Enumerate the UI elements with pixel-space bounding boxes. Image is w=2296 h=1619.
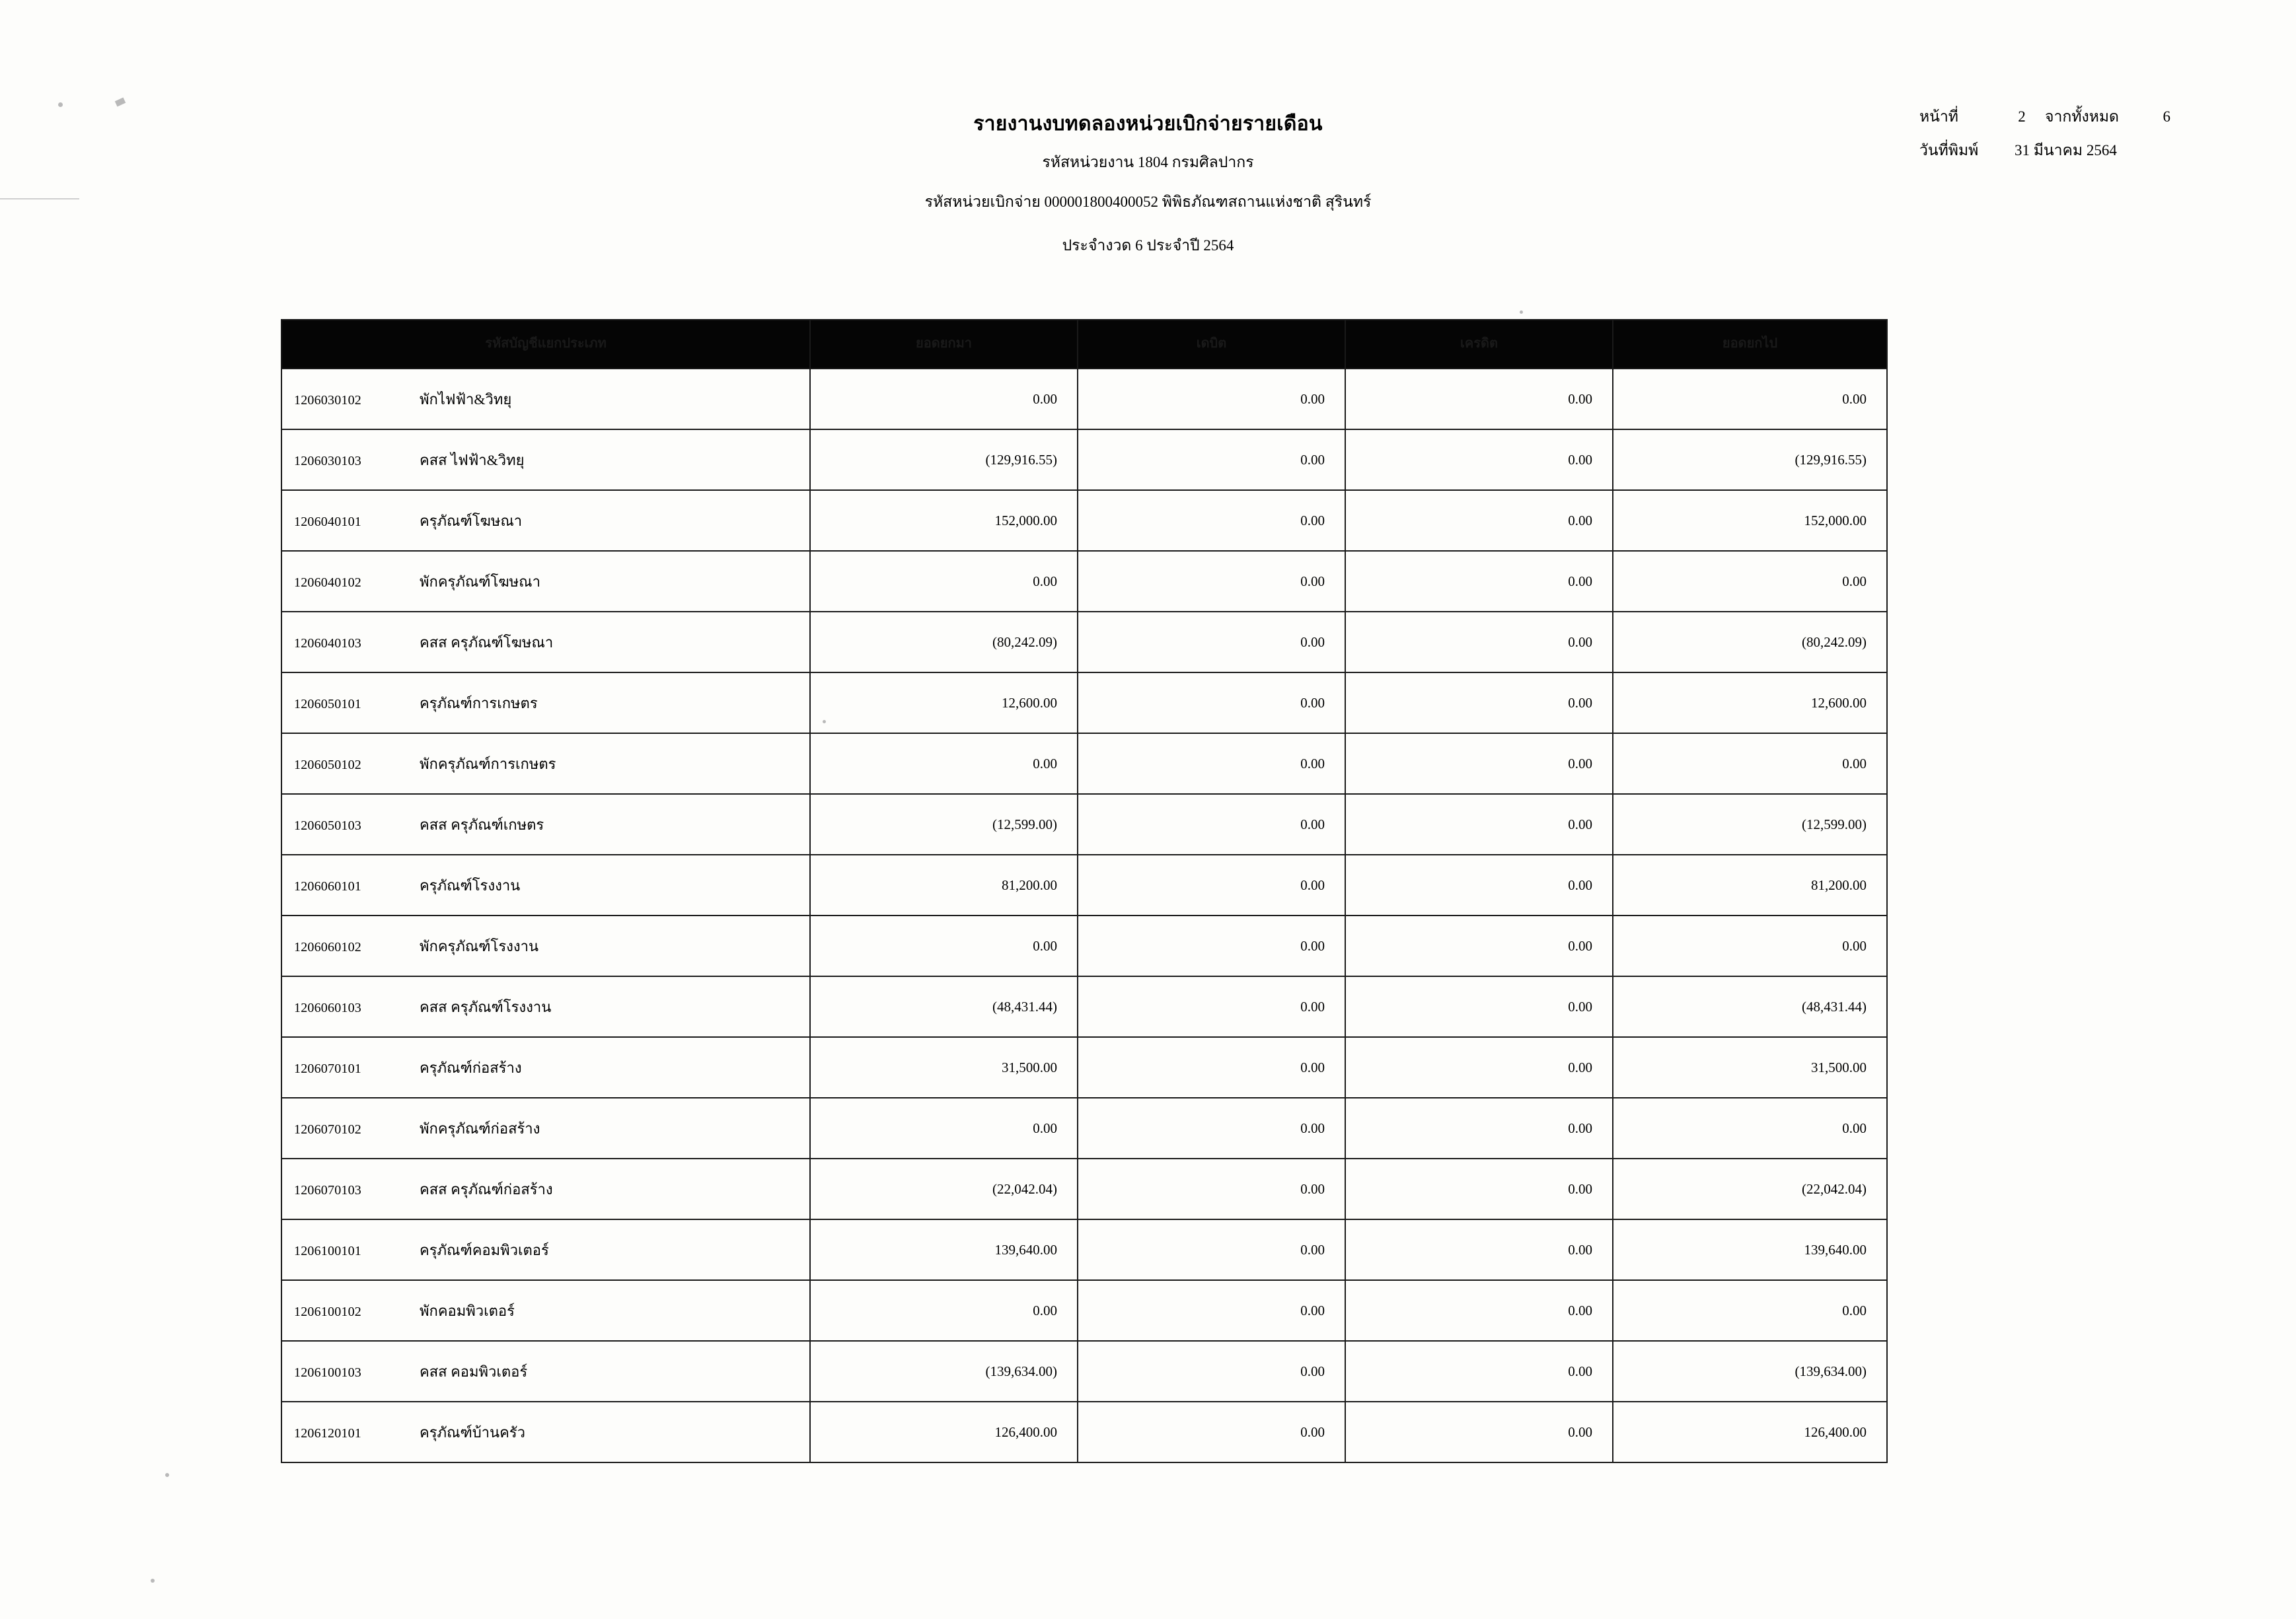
account-name: คสส ครุภัณฑ์โฆษณา: [420, 633, 554, 651]
cell-opening-balance: (12,599.00): [810, 794, 1078, 855]
print-date-row: [1919, 143, 2170, 158]
account-name: คสส ครุภัณฑ์โรงงาน: [420, 998, 552, 1015]
cell-account: [281, 916, 810, 976]
page-number-row: [1919, 109, 2170, 124]
table-row: [281, 369, 1887, 429]
cell-account: [281, 1402, 810, 1462]
cell-debit: 0.00: [1078, 672, 1345, 733]
cell-account: [281, 1098, 810, 1159]
cell-credit: 0.00: [1345, 1280, 1613, 1341]
cell-credit: 0.00: [1345, 612, 1613, 672]
cell-opening-balance: (80,242.09): [810, 612, 1078, 672]
cell-debit: 0.00: [1078, 916, 1345, 976]
column-header-debit: เดบิต: [1078, 320, 1345, 369]
cell-closing-balance: 0.00: [1613, 1098, 1887, 1159]
account-name: คสส ไฟฟ้า&วิทยุ: [420, 451, 525, 468]
table-row: [281, 1219, 1887, 1280]
print-date-value: 31 มีนาคม 2564: [2015, 142, 2117, 159]
table-row: [281, 1280, 1887, 1341]
cell-credit: 0.00: [1345, 1402, 1613, 1462]
cell-credit: 0.00: [1345, 1219, 1613, 1280]
cell-opening-balance: 126,400.00: [810, 1402, 1078, 1462]
account-code: 1206100102: [294, 1304, 361, 1319]
account-code: 1206050102: [294, 757, 361, 772]
cell-credit: 0.00: [1345, 1098, 1613, 1159]
report-table-container: [281, 319, 1886, 1463]
cell-debit: 0.00: [1078, 1402, 1345, 1462]
account-name: คสส ครุภัณฑ์ก่อสร้าง: [420, 1180, 553, 1198]
cell-closing-balance: (139,634.00): [1613, 1341, 1887, 1402]
account-code: 1206100101: [294, 1243, 361, 1258]
cell-debit: 0.00: [1078, 855, 1345, 916]
scan-artifact: [1520, 310, 1523, 314]
table-row: [281, 490, 1887, 551]
account-name: ครุภัณฑ์บ้านครัว: [420, 1423, 525, 1441]
account-name: พักครุภัณฑ์โฆษณา: [420, 573, 540, 590]
total-pages-value: 6: [2163, 108, 2170, 125]
account-name: พักครุภัณฑ์การเกษตร: [420, 755, 556, 772]
cell-debit: 0.00: [1078, 551, 1345, 612]
account-code: 1206040103: [294, 635, 361, 651]
cell-credit: 0.00: [1345, 916, 1613, 976]
print-date-label: วันที่พิมพ์: [1919, 142, 1979, 159]
table-row: [281, 429, 1887, 490]
cell-account: [281, 794, 810, 855]
table-row: [281, 855, 1887, 916]
page-label: หน้าที่: [1919, 108, 1958, 125]
cell-credit: 0.00: [1345, 369, 1613, 429]
table-row: [281, 612, 1887, 672]
cell-debit: 0.00: [1078, 1098, 1345, 1159]
table-row: [281, 976, 1887, 1037]
cell-debit: 0.00: [1078, 612, 1345, 672]
cell-closing-balance: 0.00: [1613, 1280, 1887, 1341]
cell-closing-balance: 152,000.00: [1613, 490, 1887, 551]
column-header-closing-balance: ยอดยกไป: [1613, 320, 1887, 369]
cell-debit: 0.00: [1078, 976, 1345, 1037]
cell-account: [281, 672, 810, 733]
account-name: พักไฟฟ้า&วิทยุ: [420, 390, 512, 408]
page-meta: [1919, 109, 2170, 176]
cell-opening-balance: 0.00: [810, 916, 1078, 976]
account-name: พักครุภัณฑ์โรงงาน: [420, 937, 539, 954]
account-code: 1206040102: [294, 575, 361, 590]
table-row: [281, 1159, 1887, 1219]
cell-opening-balance: 0.00: [810, 1280, 1078, 1341]
table-head: [281, 320, 1887, 369]
cell-debit: 0.00: [1078, 1219, 1345, 1280]
account-code: 1206060101: [294, 879, 361, 894]
cell-debit: 0.00: [1078, 1280, 1345, 1341]
cell-account: [281, 1341, 810, 1402]
cell-credit: 0.00: [1345, 672, 1613, 733]
scan-artifact: [115, 97, 126, 106]
scan-artifact: [165, 1473, 169, 1477]
column-header-credit: เครดิต: [1345, 320, 1613, 369]
cell-opening-balance: (48,431.44): [810, 976, 1078, 1037]
cell-account: [281, 369, 810, 429]
cell-debit: 0.00: [1078, 794, 1345, 855]
cell-account: [281, 429, 810, 490]
table-row: [281, 916, 1887, 976]
scan-artifact: [151, 1579, 155, 1583]
cell-debit: 0.00: [1078, 369, 1345, 429]
cell-account: [281, 551, 810, 612]
cell-credit: 0.00: [1345, 551, 1613, 612]
table-row: [281, 1402, 1887, 1462]
cell-credit: 0.00: [1345, 490, 1613, 551]
cell-debit: 0.00: [1078, 429, 1345, 490]
cell-closing-balance: 31,500.00: [1613, 1037, 1887, 1098]
cell-closing-balance: 0.00: [1613, 369, 1887, 429]
total-pages-label: จากทั้งหมด: [2045, 108, 2119, 125]
cell-account: [281, 490, 810, 551]
cell-account: [281, 612, 810, 672]
cell-closing-balance: 0.00: [1613, 916, 1887, 976]
account-name: คสส คอมพิวเตอร์: [420, 1363, 528, 1380]
account-code: 1206050101: [294, 696, 361, 711]
cell-opening-balance: (22,042.04): [810, 1159, 1078, 1219]
table-row: [281, 1098, 1887, 1159]
cell-opening-balance: 0.00: [810, 1098, 1078, 1159]
table-row: [281, 551, 1887, 612]
account-code: 1206050103: [294, 818, 361, 833]
cell-account: [281, 733, 810, 794]
cell-opening-balance: 0.00: [810, 369, 1078, 429]
cell-account: [281, 1159, 810, 1219]
cell-credit: 0.00: [1345, 733, 1613, 794]
table-body: [281, 369, 1887, 1462]
cell-opening-balance: 139,640.00: [810, 1219, 1078, 1280]
account-name: ครุภัณฑ์โรงงาน: [420, 877, 521, 894]
cell-closing-balance: 126,400.00: [1613, 1402, 1887, 1462]
cell-opening-balance: 152,000.00: [810, 490, 1078, 551]
account-code: 1206070101: [294, 1061, 361, 1076]
cell-account: [281, 976, 810, 1037]
account-code: 1206030102: [294, 392, 361, 408]
cell-credit: 0.00: [1345, 429, 1613, 490]
agency-code-line: รหัสหน่วยงาน 1804 กรมศิลปากร: [1042, 154, 1254, 170]
cell-opening-balance: 0.00: [810, 551, 1078, 612]
cell-opening-balance: 31,500.00: [810, 1037, 1078, 1098]
cell-account: [281, 1280, 810, 1341]
cell-debit: 0.00: [1078, 1159, 1345, 1219]
column-header-account: รหัสบัญชีแยกประเภท: [281, 320, 810, 369]
account-name: พักครุภัณฑ์ก่อสร้าง: [420, 1120, 540, 1137]
table-row: [281, 733, 1887, 794]
cell-closing-balance: 139,640.00: [1613, 1219, 1887, 1280]
cell-debit: 0.00: [1078, 1341, 1345, 1402]
column-header-opening-balance: ยอดยกมา: [810, 320, 1078, 369]
account-name: คสส ครุภัณฑ์เกษตร: [420, 816, 544, 833]
account-name: ครุภัณฑ์ก่อสร้าง: [420, 1059, 522, 1076]
account-code: 1206070103: [294, 1182, 361, 1198]
period-line: ประจำงวด 6 ประจำปี 2564: [1062, 237, 1234, 254]
table-row: [281, 794, 1887, 855]
disbursement-unit-line: รหัสหน่วยเบิกจ่าย 000001800400052 พิพิธภัณฑสถานแห่งชาติ สุรินทร์: [924, 194, 1372, 210]
cell-closing-balance: 0.00: [1613, 733, 1887, 794]
cell-closing-balance: 12,600.00: [1613, 672, 1887, 733]
page-number: 2: [2018, 108, 2026, 125]
account-name: ครุภัณฑ์คอมพิวเตอร์: [420, 1241, 549, 1258]
account-code: 1206070102: [294, 1122, 361, 1137]
account-code: 1206040101: [294, 514, 361, 529]
cell-account: [281, 1219, 810, 1280]
cell-closing-balance: 0.00: [1613, 551, 1887, 612]
cell-credit: 0.00: [1345, 1159, 1613, 1219]
cell-closing-balance: (129,916.55): [1613, 429, 1887, 490]
cell-account: [281, 1037, 810, 1098]
cell-debit: 0.00: [1078, 490, 1345, 551]
cell-closing-balance: (80,242.09): [1613, 612, 1887, 672]
account-code: 1206060103: [294, 1000, 361, 1015]
cell-opening-balance: (139,634.00): [810, 1341, 1078, 1402]
cell-closing-balance: (22,042.04): [1613, 1159, 1887, 1219]
table-header-row: [281, 320, 1887, 369]
cell-opening-balance: 12,600.00: [810, 672, 1078, 733]
account-name: ครุภัณฑ์โฆษณา: [420, 512, 523, 529]
account-code: 1206100103: [294, 1365, 361, 1380]
cell-closing-balance: 81,200.00: [1613, 855, 1887, 916]
cell-debit: 0.00: [1078, 733, 1345, 794]
table-row: [281, 1037, 1887, 1098]
cell-credit: 0.00: [1345, 794, 1613, 855]
table-row: [281, 672, 1887, 733]
cell-closing-balance: (12,599.00): [1613, 794, 1887, 855]
cell-opening-balance: 0.00: [810, 733, 1078, 794]
cell-debit: 0.00: [1078, 1037, 1345, 1098]
cell-closing-balance: (48,431.44): [1613, 976, 1887, 1037]
account-name: ครุภัณฑ์การเกษตร: [420, 694, 538, 711]
cell-credit: 0.00: [1345, 1341, 1613, 1402]
account-code: 1206120101: [294, 1425, 361, 1441]
cell-credit: 0.00: [1345, 976, 1613, 1037]
cell-credit: 0.00: [1345, 1037, 1613, 1098]
account-code: 1206060102: [294, 939, 361, 954]
cell-credit: 0.00: [1345, 855, 1613, 916]
trial-balance-table: [281, 319, 1888, 1463]
cell-opening-balance: 81,200.00: [810, 855, 1078, 916]
page-title: รายงานงบทดลองหน่วยเบิกจ่ายรายเดือน: [973, 113, 1323, 135]
account-name: พักคอมพิวเตอร์: [420, 1302, 515, 1319]
cell-account: [281, 855, 810, 916]
account-code: 1206030103: [294, 453, 361, 468]
table-row: [281, 1341, 1887, 1402]
cell-opening-balance: (129,916.55): [810, 429, 1078, 490]
scan-artifact: [58, 102, 63, 107]
